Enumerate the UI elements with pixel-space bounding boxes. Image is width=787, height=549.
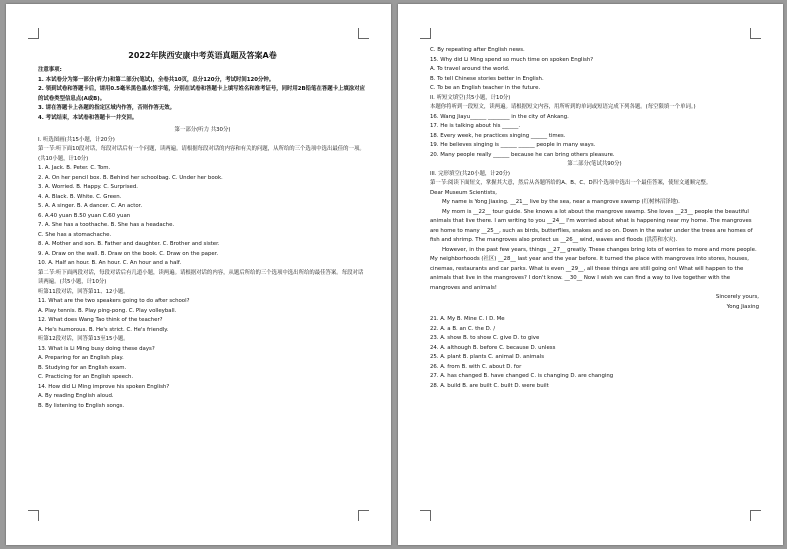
answer-options: 28. A. build B. are built C. built D. were built <box>430 382 549 389</box>
answer-options: 22. A. a B. an C. the D. / <box>430 325 496 332</box>
letter-signature: Yong Jiaxing <box>726 303 759 310</box>
document-page-right <box>398 4 783 545</box>
page-body <box>38 50 367 411</box>
answer-options: 27. A. has changed B. have changed C. is changing D. are changing <box>430 373 614 379</box>
section-heading: 第一部分(听力 共30分) <box>174 127 231 133</box>
question-option: B. To tell Chinese stories better in English. <box>430 75 544 82</box>
fill-blank-line: 18. Every week, he practices singing ______ times. <box>430 132 566 139</box>
question-option: A. By reading English aloud. <box>38 393 114 399</box>
letter-paragraph: However, in the past few years, things __27__ greatly. These changes bring lots of worries to more and more people. My neighborhoods (社区) __28__ last year and the year before. It turned the place with mangroves into stores, houses, cinemas, restaurants and car parks. What is even __29__, all these things are still going on! What will happen to the animals that live in the mangroves? I don't know. __30__ Now I wish we can find a way to live together with the mangroves and animals! <box>430 246 757 291</box>
answer-options: 26. A. from B. with C. about D. for <box>430 363 522 370</box>
question-line: 13. What is Li Ming busy doing these days? <box>38 345 155 352</box>
letter-closing: Sincerely yours, <box>715 294 759 300</box>
letter-greeting: Dear Museum Scientists, <box>430 189 497 196</box>
note-item: 1. 本试卷分为第一部分(听力)和第二部分(笔试)，全卷共10页，总分120分，考试时间120分钟。 <box>38 76 275 83</box>
question-option: C. To be an English teacher in the future. <box>430 85 541 91</box>
question-option: 10. A. Half an hour. B. An hour. C. An hour and a half. <box>38 260 182 266</box>
text-line: 第一节:听下面10段对话，每段对话后有一个问题，读两遍。请根据每段对话的内容和有关的问题，从所给的三个选项中选出最佳的一项。(共10小题，计10分) <box>38 146 365 162</box>
text-line: 第二节:听下面两段对话，每段对话后有几道小题，读两遍。请根据对话的内容，从题后所给的三个选项中选出所给的最佳答案。每段对话读两遍。(共5小题，计10分) <box>38 269 364 285</box>
text-line: I. 听选图画(共15小题，计20分) <box>38 136 115 143</box>
note-item: 2. 领到试卷和答题卡后，请用0.5毫米黑色墨水签字笔，分别在试卷和答题卡上填写姓名和准考证号，同时用2B铅笔在答题卡上填涂对应的试卷类型信息点(A或B)。 <box>38 86 365 102</box>
margin-mark <box>358 28 369 39</box>
fill-blank-line: 20. Many people really ______ because he can bring others pleasure. <box>430 151 615 158</box>
question-option: B. Studying for an English exam. <box>38 364 127 371</box>
letter-paragraph: My mom is __22__ tour guide. She knows a lot about the mangrove swamp. She loves __23__ people the beautiful animals that live there. I am writing to you __24__ I'm worried about what is happening near my home. The mangroves are home to many __25__, such as birds, butterflies, snakes and so on. Down in the water under the trees are homes of fish and shrimp. The mangroves also protect us __26__ wind, waves and floods (洪涝和水灾). <box>430 208 753 243</box>
question-option: B. By listening to English songs. <box>38 402 125 409</box>
question-option: A. Preparing for an English play. <box>38 355 124 361</box>
fill-blank-line: 16. Wang Jiayu______ ________ in the city of Ankang. <box>430 113 569 120</box>
question-option: C. Practicing for an English speech. <box>38 374 134 380</box>
question-option: 7. A. She has a toothache. B. She has a headache. <box>38 222 175 228</box>
question-option: A. Play tennis. B. Play ping-pong. C. Play volleyball. <box>38 307 177 314</box>
margin-mark <box>750 510 761 521</box>
question-line: 15. Why did Li Ming spend so much time on spoken English? <box>430 56 594 63</box>
instruction-line: 第一节:阅读下面短文，掌握其大意，然后从各题所给的A、B、C、D四个选项中选出一个最佳答案，使短文通顺完整。 <box>430 180 712 186</box>
margin-mark <box>420 28 431 39</box>
question-option: 1. A. Jack. B. Peter. C. Tom. <box>38 165 111 171</box>
question-option: A. To travel around the world. <box>430 66 510 72</box>
fill-blank-line: 17. He is talking about his ______. <box>430 123 521 129</box>
question-option: 4. A. Black. B. White. C. Green. <box>38 193 122 200</box>
page-title: 2022年陕西安康中考英语真题及答案A卷 <box>128 51 277 60</box>
question-option: C. She has a stomachache. <box>38 231 112 238</box>
instruction-line: 本题你将听到一段短文，读两遍。请根据短文内容，用所听到的单词或短语完成下列各题。(每空限填一个单词。) <box>430 104 696 110</box>
margin-mark <box>28 510 39 521</box>
question-option: C. By repeating after English news. <box>430 47 525 53</box>
question-option: 3. A. Worried. B. Happy. C. Surprised. <box>38 184 139 190</box>
letter-paragraph: My name is Yong Jiaxing. __21__ live by the sea, near a mangrove swamp (红树林沼泽地). <box>442 199 680 205</box>
text-line: 听第11段对话，回答第11、12小题。 <box>38 288 129 295</box>
question-option: A. He's humorous. B. He's strict. C. He's friendly. <box>38 326 169 333</box>
page-body <box>430 46 759 391</box>
section-heading: 第二部分(笔试共90分) <box>567 161 622 167</box>
answer-options: 24. A. although B. before C. because D. unless <box>430 344 556 351</box>
answer-options: 21. A. My B. Mine C. I D. Me <box>430 316 505 322</box>
section-line: III. 完形填空(共20小题，计20分) <box>430 170 511 177</box>
document-page-left <box>6 4 391 545</box>
section-line: II. 听短文填空(共5小题，计10分) <box>430 94 511 101</box>
margin-mark <box>358 510 369 521</box>
answer-options: 25. A. plant B. plants C. animal D. animals <box>430 354 545 360</box>
margin-mark <box>28 28 39 39</box>
fill-blank-line: 19. He believes singing is ______ ______ people in many ways. <box>430 142 596 148</box>
question-option: 2. A. On her pencil box. B. Behind her schoolbag. C. Under her book. <box>38 174 223 181</box>
note-item: 3. 请在答题卡上各题的指定区域内作答，否则作答无效。 <box>38 105 176 111</box>
question-option: 5. A. A singer. B. A dancer. C. An actor. <box>38 203 143 209</box>
answer-options: 23. A. show B. to show C. give D. to give <box>430 335 540 341</box>
margin-mark <box>750 28 761 39</box>
text-line: 听第12段对话，回答第13至15小题。 <box>38 336 129 342</box>
notes-heading: 注意事项: <box>38 67 62 73</box>
question-line: 11. What are the two speakers going to do after school? <box>38 298 190 304</box>
question-option: 9. A. Draw on the wall. B. Draw on the book. C. Draw on the paper. <box>38 250 219 257</box>
question-option: 8. A. Mother and son. B. Father and daughter. C. Brother and sister. <box>38 241 220 247</box>
note-item: 4. 考试结束，本试卷和答题卡一并交回。 <box>38 114 138 121</box>
question-line: 14. How did Li Ming improve his spoken English? <box>38 383 170 390</box>
question-line: 12. What does Wang Tao think of the teacher? <box>38 317 163 323</box>
margin-mark <box>420 510 431 521</box>
question-option: 6. A.40 yuan B.50 yuan C.60 yuan <box>38 212 131 219</box>
